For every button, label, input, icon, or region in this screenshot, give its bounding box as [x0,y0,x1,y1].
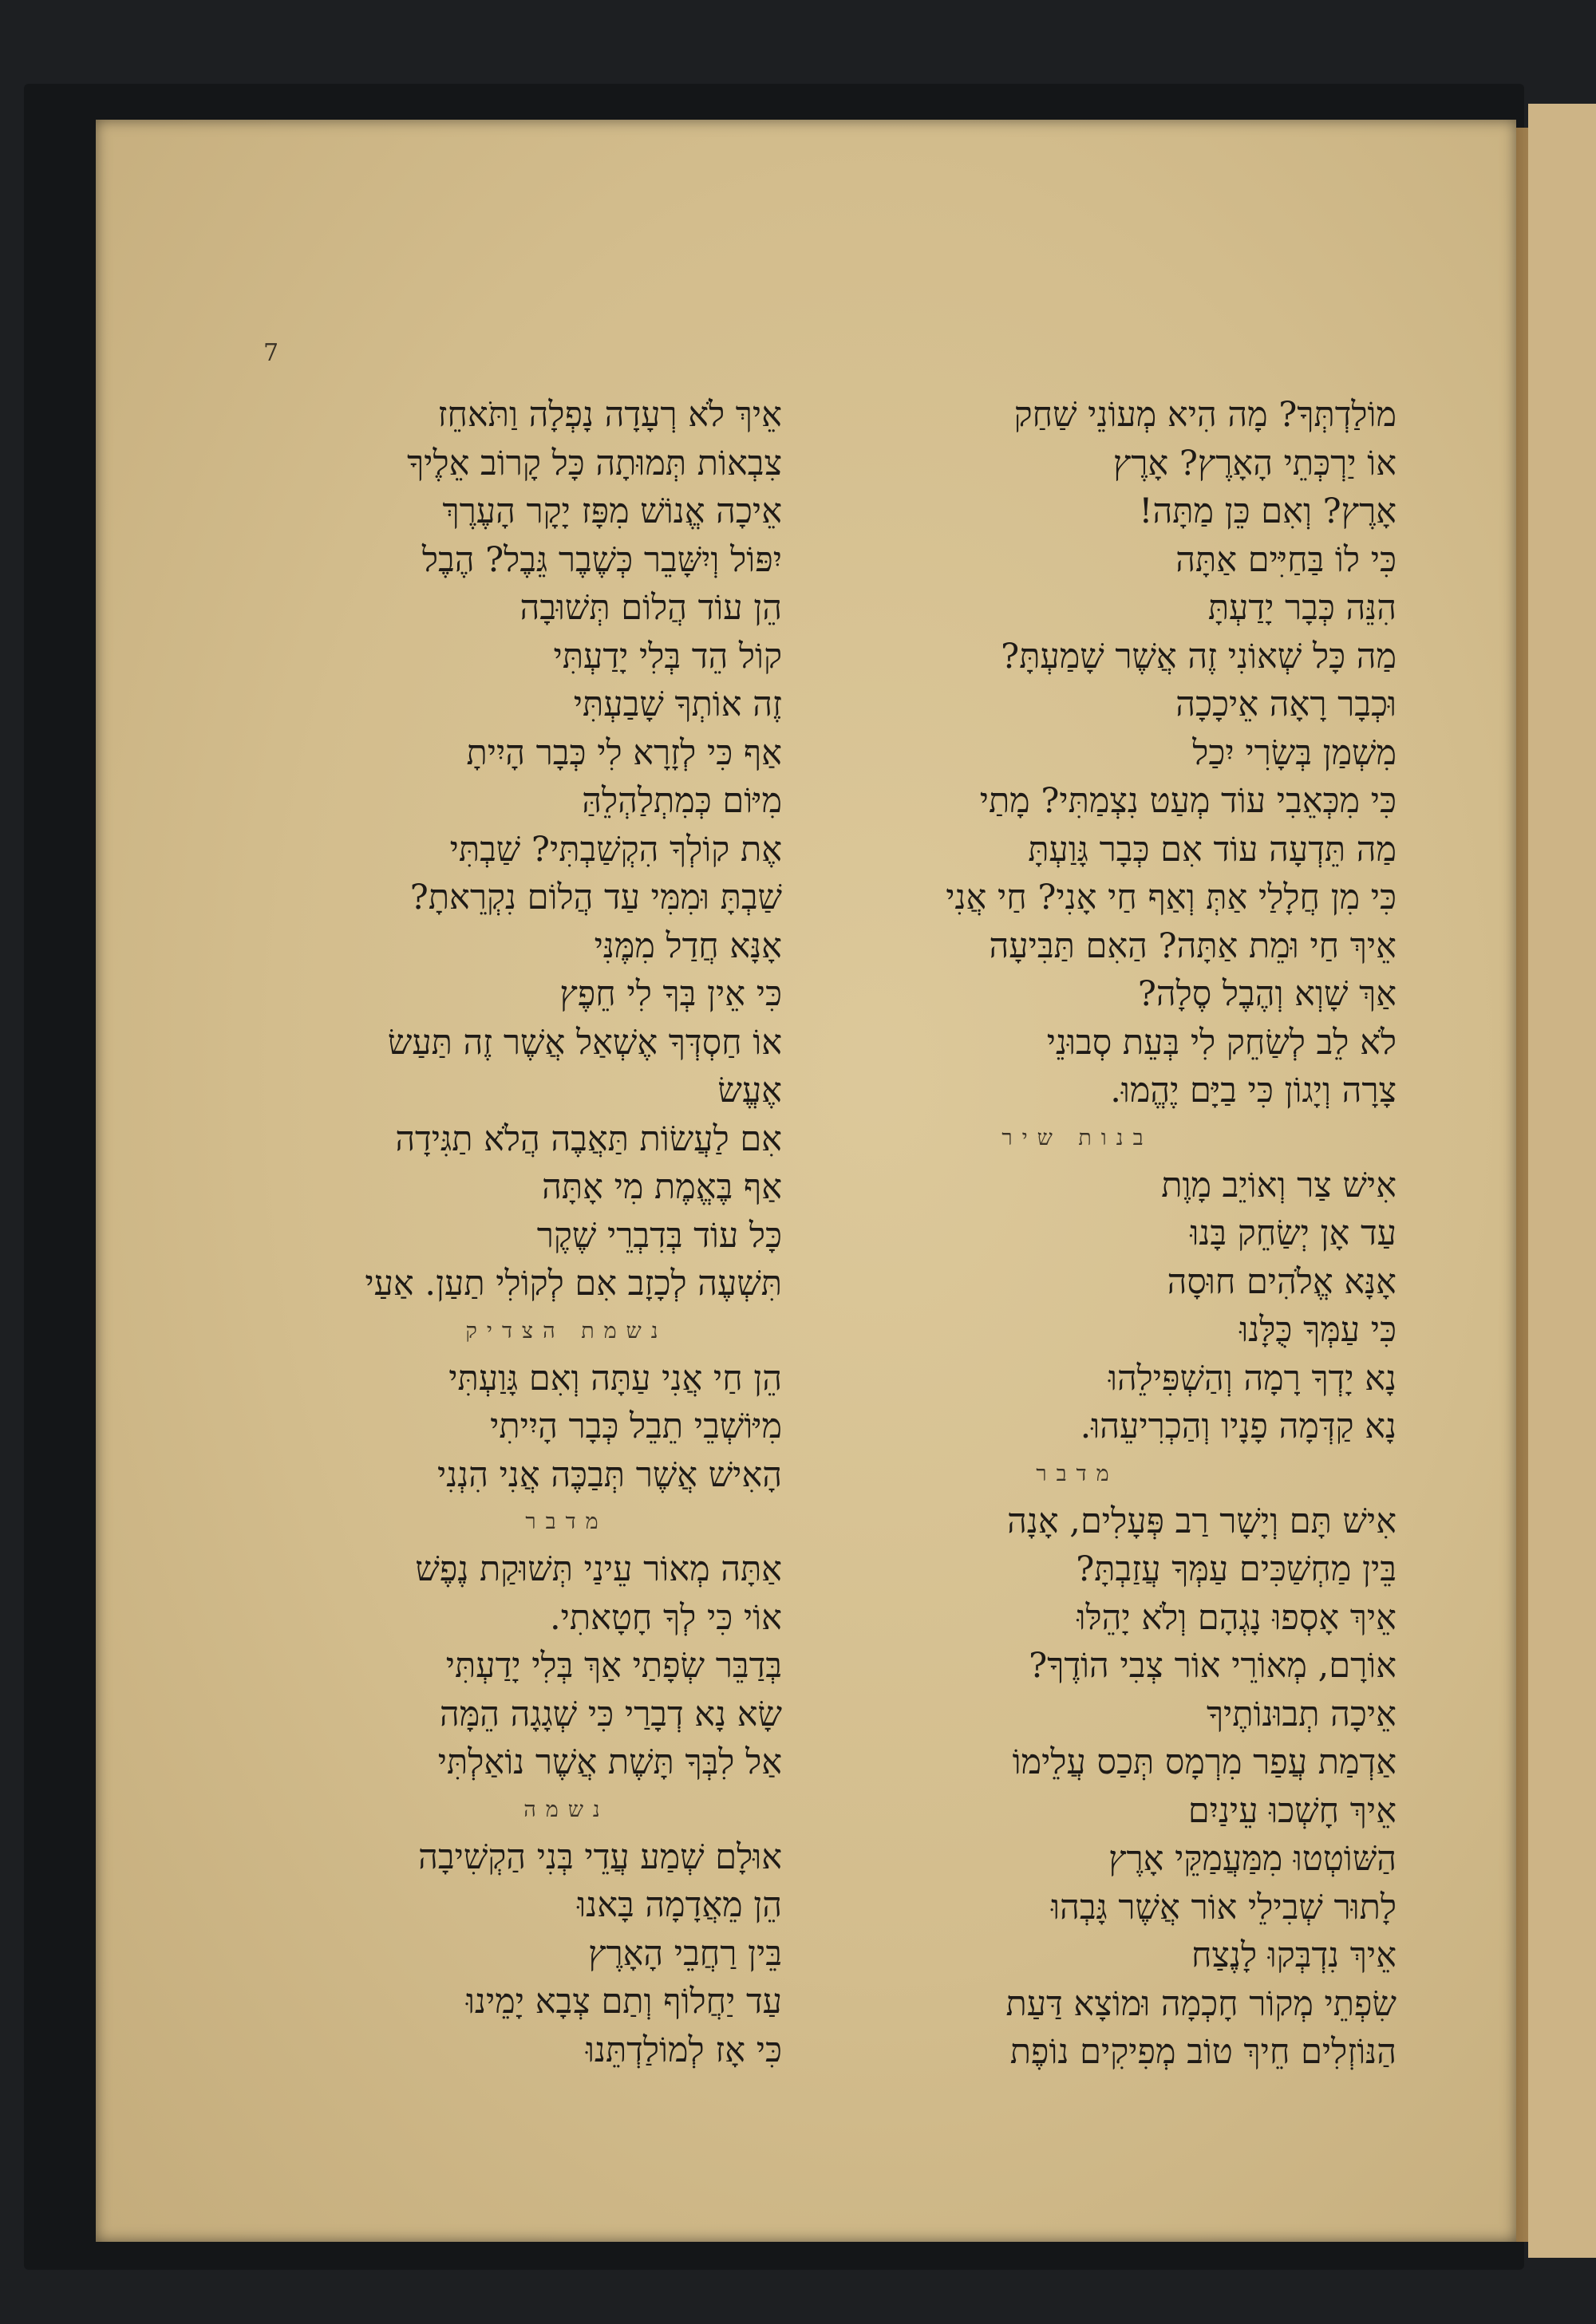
text-line: הֵן מֵאֲדָמָה בָּאנוּ [577,1885,782,1925]
text-line: אַדְמַת עֲפַר מִרְמָס תְּכַס עֲלֵימוֹ [1012,1742,1396,1782]
section-heading: מדבר [1036,1461,1119,1486]
text-line: בְּדַבֵּר שְׂפָתַי אַךְ בְּלִי יָדַעְתִּי [445,1646,782,1686]
text-line: נָא קַדְּמָה פָנָיו וְהַכְרִיעֵהוּ. [1080,1407,1396,1446]
right-stanza-1 [822,391,1396,1115]
text-line: אֵיךְ אָסְפוּ נָגְהָם וְלֹא יָהֵלּוּ [1077,1597,1396,1638]
text-line: אָרֶץ? וְאִם כֵּן מַתָּה! [1139,491,1396,531]
section-heading: נשמת הצדיק [465,1318,668,1344]
text-line: הֵן חַי אֲנִי עַתָּה וְאִם גָּוַעְתִּי [448,1358,782,1399]
text-line: מוֹלַדְתְּךָ? מָה הִיא מְעוֹנֵי שַׁחַק [1013,395,1396,435]
text-line: הִנֵּה כְּבָר יָדַעְתָּ [1207,588,1396,628]
text-line: אוּלָם שְׁמַע עֲדֵי בְּנִי הַקְשִׁיבָה [418,1837,782,1877]
left-stanza-2 [335,1355,782,1500]
text-line: אוֹ יַרְכְּתֵי הָאָרֶץ? אָרֶץ [1112,443,1396,483]
text-line: כִּי מִן חֲלָלַי אַתְּ וְאַף חַי אָנִי? חַי אֲנִי [946,878,1396,917]
left-stanza-4 [335,1833,782,2075]
text-line: יִפּוֹל וְיִשָּׁבֵר כְּשֶׁבֶר גֵּבֶל? הֶבֶל [421,539,782,580]
text-line: מִיּוֹם כְּמִתְלַהְלֵהַּ [582,781,782,821]
text-line: כִּי מִכְּאֵבִי עוֹד מְעַט נִצְמַתִּי? מָתַי [979,781,1396,821]
page-number: 7 [263,339,279,367]
text-line: אַף בֶּאֱמֶת מִי אָתָּה [542,1167,782,1207]
text-line: אוֹ חַסְדְּךָ אֶשְׁאַל אֲשֶׁר זֶה תַּעַשׂ [387,1022,782,1063]
text-line: אוֹרָם, מְאוֹרֵי אוֹר צְבִי הוֹדֶךָ? [1029,1646,1396,1686]
text-line: אָנָּא אֱלֹהִים חוּסָה [1167,1261,1396,1302]
text-line: בֵּין מַחְשַׁכִּים עַמְּךָ עֲזַבְתָּ? [1076,1549,1396,1589]
text-line: מִיּוֹשְׁבֵי תֵבֵל כְּבָר הָיִיתִי [490,1407,782,1446]
text-line: אֵיךְ נִדְבְּקוּ לָנֶצַח [1191,1935,1396,1975]
text-line: הַנּוֹזְלִים חֵיךְ טוֹב מְפִיקִים נוֹפֶת [1009,2032,1396,2072]
text-line: כָּל עוֹד בְּדִבְרֵי שֶׁקֶר [536,1215,782,1256]
text-line: אַךְ שָׁוְא וְהֶבֶל סֶלָה? [1137,974,1396,1014]
text-line: אֵיךְ חַי וּמֵת אַתָּה? הַאִם תַּבִּיעָה [989,925,1396,966]
text-line: צִבְאוֹת תְּמוּתָה כָּל קָרוֹב אֵלֶיךָ [407,443,782,483]
text-line: אַתָּה מְאוֹר עֵינַי תְּשׁוּקַת נֶפֶשׁ [415,1549,782,1589]
text-line: אִם לַעֲשׂוֹת תַּאֲבֶה הֲלֹא תַגִּידָה [395,1119,782,1159]
text-line: מַה תֵּדְעָה עוֹד אִם כְּבָר גָּוַעְתָּ [1028,829,1396,870]
text-line: כִּי אֵין בְּךָ לִי חֵפֶץ [559,974,782,1014]
text-line: לָתוּר שְׁבִילֵי אוֹר אֲשֶׁר גָּבְהוּ [1051,1887,1396,1927]
text-line: אוֹי כִּי לְךָ חָטָאתִי. [549,1597,782,1638]
text-line: הֵן עוֹד הֲלוֹם תְּשׁוּבָה [519,588,782,628]
text-line: זֶה אוֹתְךָ שָׁבַעְתִּי [573,685,782,724]
right-stanza-3 [822,1497,1396,2077]
text-line: מִשְׁמַן בְּשָׂרִי יִכַל [1192,732,1396,773]
text-line: מַה כָּל שְׁאוֹנִי זֶה אֲשֶׁר שָׁמַעְתָּ? [1001,636,1396,677]
text-line: וּכְבָר רָאָה אֵיכָכָה [1175,685,1396,724]
text-line: אֵיכָה תְבוּנוֹתֶיךָ [1206,1694,1396,1734]
text-line: אֵיךְ חָשְׁכוּ עֵינַיִם [1187,1790,1396,1831]
text-line: אַל לִבְּךָ תָּשֶׁת אֲשֶׁר נוֹאַלְתִּי [437,1742,782,1782]
section-heading: בנות שיר [1001,1125,1153,1150]
text-line: כִּי לוֹ בַּחַיִּים אַתָּה [1175,539,1396,580]
text-line: הַשּׁוֹטְטוּ מִמַּעֲמַקֵּי אָרֶץ [1108,1839,1396,1879]
section-heading: נשמה [523,1797,610,1822]
text-line: עַד אָן יְשַׂחֵק בָּנוּ [1190,1213,1396,1253]
text-line: קוֹל הֵד בְּלִי יָדַעְתִּי [553,636,782,677]
text-line: בֵּין רַחֲבֵי הָאָרֶץ [588,1933,782,1974]
text-line: כִּי אָז לְמוֹלַדְתֵּנוּ [585,2030,782,2070]
text-line: אֵיךְ לֹא רְעָדָה נָפְלָה וַתֹּאחֵז [437,395,782,435]
left-stanza-3 [335,1545,782,1787]
text-line: אִישׁ תָּם וְיָשָׁר רַב פְּעָלִים, אָנָה [1007,1501,1396,1541]
text-line: לֹא לֵב לְשַׂחֵק לִי בְּעֵת סְבוּנֵי [1046,1022,1396,1063]
text-line: שָׂא נָא דְבָרַי כִּי שְׁגָגָה הֵמָּה [440,1694,782,1734]
left-stanza-1 [335,391,782,1308]
text-line: שַׁבְתָּ וּמִמִּי עַד הֲלוֹם נִקְרֵאתָ? [409,878,782,917]
left-column [335,391,782,2074]
text-line: צָרָה וְיָגוֹן כִּי בַיָּם יֶהֱמוּ. [1110,1071,1396,1111]
text-line: כִּי עַמְּךָ כֻּלָּנוּ [1239,1310,1396,1350]
text-line: תִּשְׁעֶה לְכָזָב אִם לְקוֹלִי תַעַן. אַעַי [365,1264,782,1304]
text-line: נָא יָדְךָ רָמָה וְהַשְׁפִּילֵהוּ [1108,1358,1396,1399]
right-column [822,391,1396,2077]
next-page-strip [1528,104,1596,2258]
text-line: עַד יַחֲלוֹף וְתַם צְבָא יָמֵינוּ [466,1982,782,2022]
text-line: הָאִישׁ אֲשֶׁר תְּבַכֶּה אֲנִי הִנְנִי [437,1454,782,1495]
text-line: אֶת קוֹלְךָ הִקְשַׁבְתִּי? שַׁבְתִּי [449,829,782,870]
text-line: שִׂפְתֵי מְקוֹר חָכְמָה וּמוֹצָא דַּעַת [1005,1983,1396,2024]
text-line: אָנָּא חֲדַל מִמֶּנִּי [594,925,782,966]
text-line: אֶעֱשׂ [717,1071,782,1111]
section-heading: מדבר [525,1509,608,1534]
text-line: אֵיכָה אֱנוֹשׁ מִפָּז יָקָר הָעֶרֶךְ [442,491,782,531]
right-stanza-2 [822,1162,1396,1451]
text-line: אַף כִּי לְזָרָא לִי כְּבָר הָיִיתָ [466,732,782,773]
text-line: אִישׁ צַר וְאוֹיֵב מָוֶת [1161,1165,1396,1205]
